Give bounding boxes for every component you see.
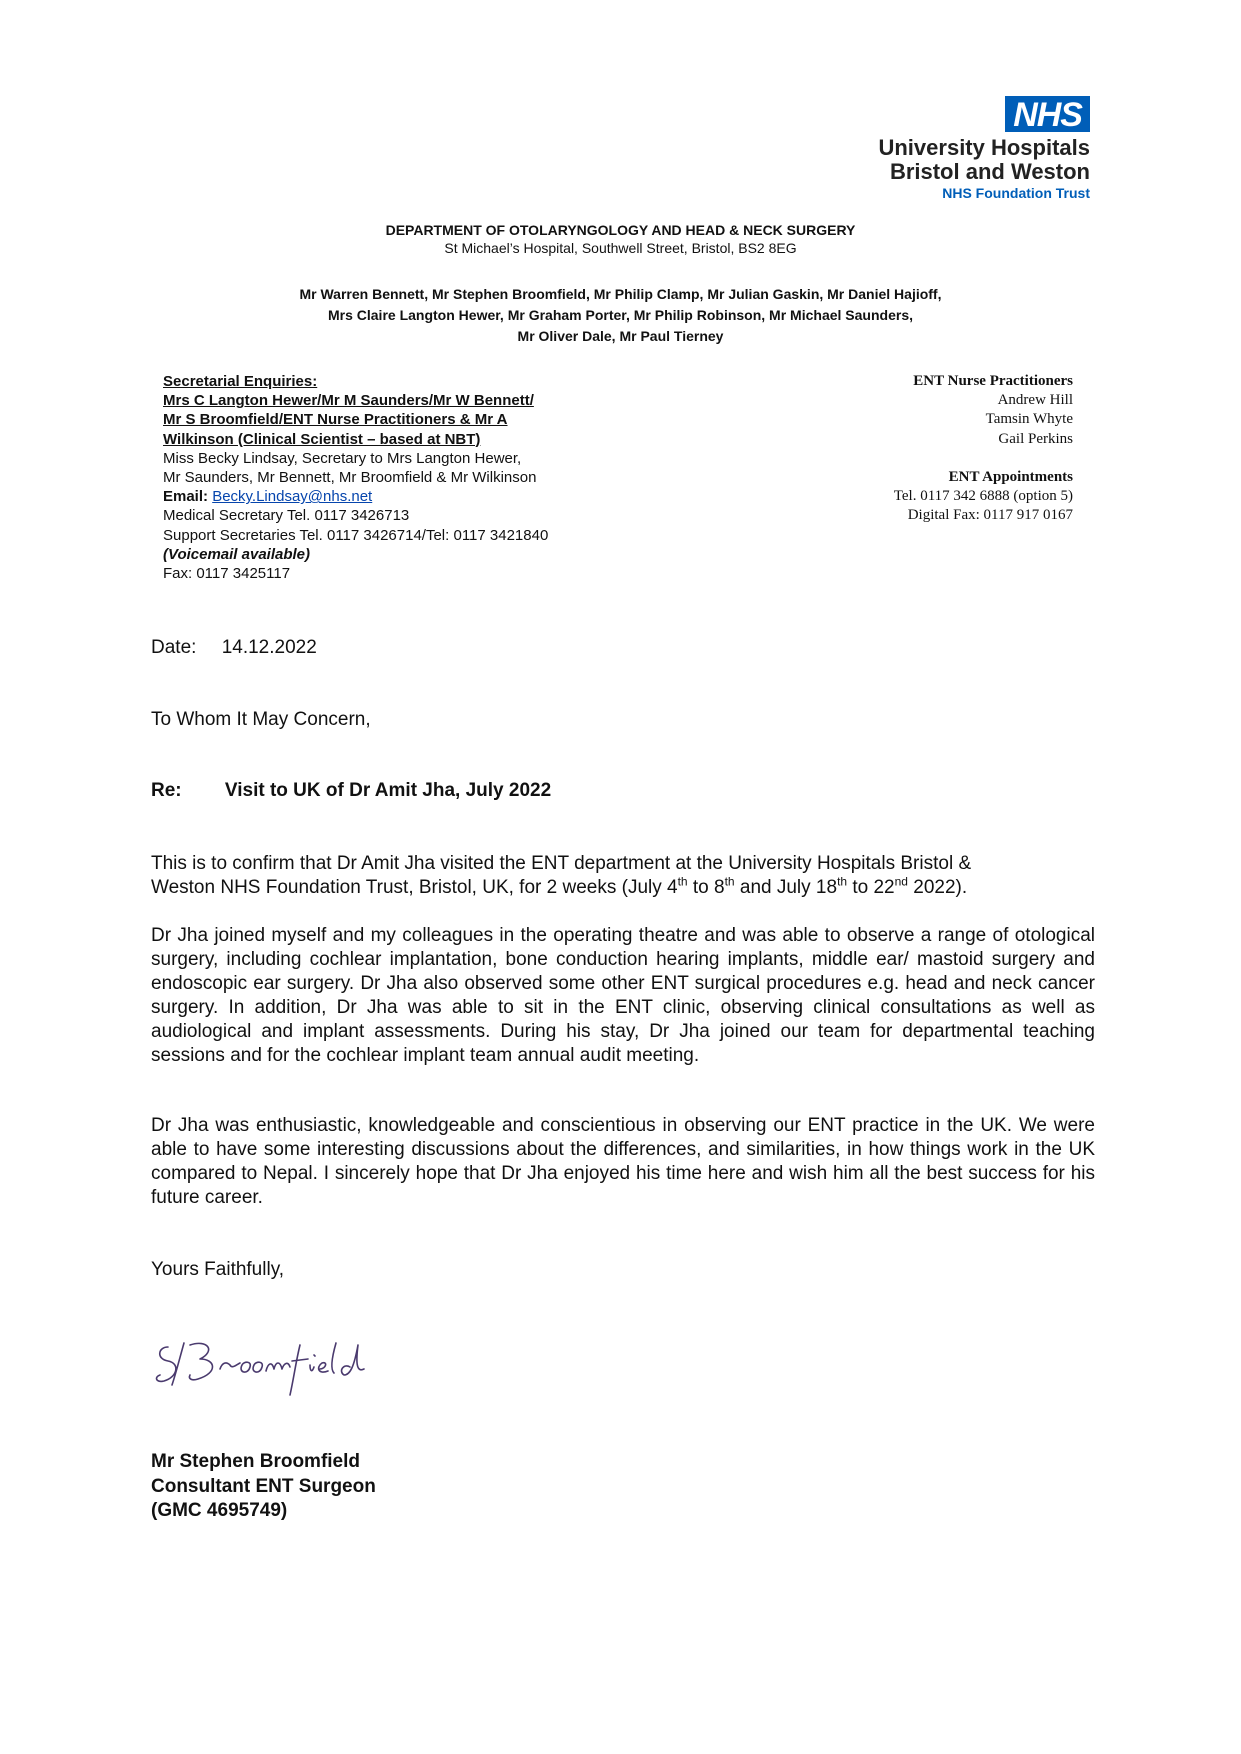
nhs-trust-logo [850, 96, 1090, 202]
secretary-line: Miss Becky Lindsay, Secretary to Mrs Langton Hewer, [163, 449, 522, 467]
re-subject: Visit to UK of Dr Amit Jha, July 2022 [224, 780, 552, 801]
signatory-gmc: (GMC 4695749) [151, 1500, 288, 1521]
secretarial-contact-block [163, 372, 623, 583]
department-title: DEPARTMENT OF OTOLARYNGOLOGY AND HEAD & NECK SURGERY [385, 222, 856, 238]
secretarial-team-line: Wilkinson (Clinical Scientist – based at NBT) [163, 430, 481, 448]
letter-date: 14.12.2022 [221, 637, 317, 658]
trust-name-line2: Bristol and Weston [889, 159, 1090, 184]
nurse-practitioner-name: Tamsin Whyte [985, 411, 1073, 428]
salutation: To Whom It May Concern, [151, 709, 371, 730]
signatory-title: Consultant ENT Surgeon [151, 1475, 376, 1497]
consultant-line: Mr Oliver Dale, Mr Paul Tierney [517, 328, 724, 344]
paragraph-line: Weston NHS Foundation Trust, Bristol, UK, for 2 weeks (July 4th to 8th and July 18th to 22nd 2022). [151, 874, 968, 898]
medical-secretary-phone: Medical Secretary Tel. 0117 3426713 [163, 507, 410, 525]
letter-date-row [151, 636, 317, 660]
consultant-line: Mrs Claire Langton Hewer, Mr Graham Porter, Mr Philip Robinson, Mr Michael Saunders, [327, 307, 913, 323]
appointments-phone: Tel. 0117 342 6888 (option 5) [893, 488, 1073, 505]
handwritten-signature [150, 1325, 390, 1405]
fax-number: Fax: 0117 3425117 [163, 565, 291, 583]
re-label: Re: [151, 780, 182, 801]
secretarial-team-line: Mr S Broomfield/ENT Nurse Practitioners & Mr A [163, 411, 508, 429]
consultant-list [0, 284, 1241, 347]
paragraph-visit-confirmation [151, 852, 1095, 900]
signatory-name: Mr Stephen Broomfield [151, 1451, 361, 1472]
consultant-line: Mr Warren Bennett, Mr Stephen Broomfield, Mr Philip Clamp, Mr Julian Gaskin, Mr Daniel Hajioff, [299, 286, 942, 302]
secretarial-team-line: Mrs C Langton Hewer/Mr M Saunders/Mr W Bennett/ [163, 392, 534, 410]
paragraph-assessment: Dr Jha was enthusiastic, knowledgeable and conscientious in observing our ENT practice in the UK. We were able to have some interesting discussions about the differences, and similarities, in how things work in the UK compared to Nepal. I sincerely hope that Dr Jha enjoyed his time here and wish him all the best success for his future career. [151, 1115, 1095, 1208]
signatory-block [151, 1450, 376, 1524]
nurse-practitioners-heading: ENT Nurse Practitioners [913, 373, 1073, 389]
secretarial-heading: Secretarial Enquiries: [163, 373, 318, 390]
nhs-logo-mark: NHS [1005, 96, 1090, 132]
nurse-practitioner-name: Gail Perkins [998, 430, 1073, 447]
ent-contacts-block [780, 372, 1073, 525]
subject-line [151, 779, 551, 803]
secretary-line: Mr Saunders, Mr Bennett, Mr Broomfield & Mr Wilkinson [163, 469, 537, 487]
voicemail-note: (Voicemail available) [163, 545, 311, 563]
date-label: Date: [151, 637, 197, 658]
trust-name-line3: NHS Foundation Trust [942, 185, 1090, 201]
paragraph-line: This is to confirm that Dr Amit Jha visited the ENT department at the University Hospitals Bristol & [151, 853, 972, 874]
appointments-fax: Digital Fax: 0117 917 0167 [907, 507, 1073, 524]
trust-name-line1: University Hospitals [878, 135, 1090, 160]
email-link[interactable]: Becky.Lindsay@nhs.net [212, 488, 373, 506]
paragraph-observations: Dr Jha joined myself and my colleagues in the operating theatre and was able to observe a range of otological surgery, including cochlear implantation, bone conduction hearing implants, middle ear/ mastoid surgery and endoscopic ear surgery. Dr Jha also observed some other ENT surgical procedures e.g. head and neck cancer surgery. In addition, Dr Jha was able to sit in the ENT clinic, observing clinical consultations as well as audiological and implant assessments. During his stay, Dr Jha joined our team for departmental teaching sessions and for the cochlear implant team annual audit meeting. [151, 925, 1095, 1066]
support-secretaries-phone: Support Secretaries Tel. 0117 3426714/Tel: 0117 3421840 [163, 526, 549, 544]
nurse-practitioner-name: Andrew Hill [997, 392, 1073, 409]
department-header [0, 222, 1241, 256]
closing-phrase: Yours Faithfully, [151, 1259, 285, 1280]
appointments-heading: ENT Appointments [948, 468, 1073, 485]
department-address: St Michael’s Hospital, Southwell Street, Bristol, BS2 8EG [444, 240, 797, 256]
email-row [163, 487, 623, 506]
email-label: Email: [163, 488, 209, 506]
